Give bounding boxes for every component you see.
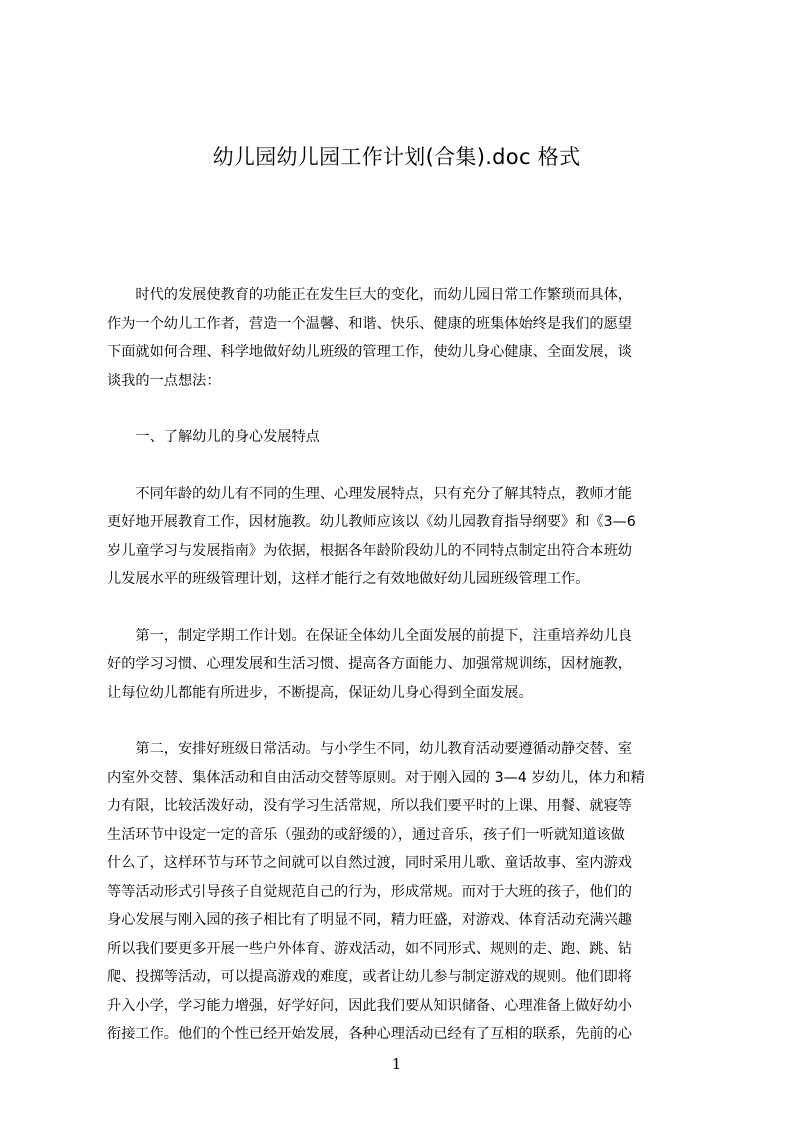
heading-line: 一、了解幼儿的身心发展特点 xyxy=(107,429,320,445)
paragraph-line: 升入小学，学习能力增强，好学好问，因此我们要从知识储备、心理准备上做好幼小 xyxy=(107,997,632,1014)
paragraph-line: 什么了，这样环节与环节之间就可以自然过渡，同时采用儿歌、童话故事、室内游戏 xyxy=(107,855,632,871)
paragraph-line: 时代的发展使教育的功能正在发生巨大的变化，而幼儿园日常工作繁琐而具体， xyxy=(107,287,632,303)
paragraph-line: 谈我的一点想法： xyxy=(107,372,221,389)
paragraph-line: 不同年龄的幼儿有不同的生理、心理发展特点，只有充分了解其特点，教师才能 xyxy=(107,485,632,502)
paragraph-line: 儿发展水平的班级管理计划，这样才能行之有效地做好幼儿园班级管理工作。 xyxy=(107,571,590,587)
paragraph-line: 下面就如何合理、科学地做好幼儿班级的管理工作，使幼儿身心健康、全面发展，谈 xyxy=(107,344,632,360)
section-heading xyxy=(107,423,697,452)
page-number: 1 xyxy=(391,1055,402,1073)
paragraph-line: 更好地开展教育工作，因材施教。幼儿教师应该以《幼儿园教育指导纲要》和《3—6 xyxy=(107,514,636,530)
intro-paragraph xyxy=(107,281,697,395)
paragraph-line: 所以我们要更多开展一些户外体育、游戏活动，如不同形式、规则的走、跑、跳、钻 xyxy=(107,940,632,957)
paragraph-line: 好的学习习惯、心理发展和生活习惯、提高各方面能力、加强常规训练，因材施教， xyxy=(107,656,632,672)
paragraph-line: 第二，安排好班级日常活动。与小学生不同，幼儿教育活动要遵循动静交替、室 xyxy=(107,741,632,757)
paragraph-line: 作为一个幼儿工作者，营造一个温馨、和谐、快乐、健康的班集体始终是我们的愿望 xyxy=(107,315,632,332)
paragraph-line: 岁儿童学习与发展指南》为依据，根据各年龄阶段幼儿的不同特点制定出符合本班幼 xyxy=(107,542,632,559)
paragraph-line: 衔接工作。他们的个性已经开始发展，各种心理活动已经有了互相的联系，先前的心 xyxy=(107,1026,632,1042)
document-title: 幼儿园幼儿园工作计划(合集).doc 格式 xyxy=(212,145,581,169)
document-body xyxy=(107,281,697,1077)
paragraph-line: 内室外交替、集体活动和自由活动交替等原则。对于刚入园的 3—4 岁幼儿，体力和精 xyxy=(107,769,645,786)
paragraph-line: 生活环节中设定一定的音乐（强劲的或舒缓的），通过音乐，孩子们一听就知道该做 xyxy=(107,826,625,843)
second-point-paragraph xyxy=(107,735,697,1049)
paragraph-line: 第一，制定学期工作计划。在保证全体幼儿全面发展的前提下，注重培养幼儿良 xyxy=(107,627,632,644)
paragraph-line: 身心发展与刚入园的孩子相比有了明显不同，精力旺盛，对游戏、体育活动充满兴趣 xyxy=(107,912,632,928)
first-point-paragraph xyxy=(107,622,697,708)
paragraph-line: 让每位幼儿都能有所进步，不断提高，保证幼儿身心得到全面发展。 xyxy=(107,684,533,701)
development-paragraph xyxy=(107,480,697,594)
paragraph-line: 爬、投掷等活动，可以提高游戏的难度，或者让幼儿参与制定游戏的规则。他们即将 xyxy=(107,969,632,985)
paragraph-line: 力有限，比较活泼好动，没有学习生活常规，所以我们要平时的上课、用餐、就寝等 xyxy=(107,798,632,814)
paragraph-line: 等等活动形式引导孩子自觉规范自己的行为，形成常规。而对于大班的孩子，他们的 xyxy=(107,883,632,900)
